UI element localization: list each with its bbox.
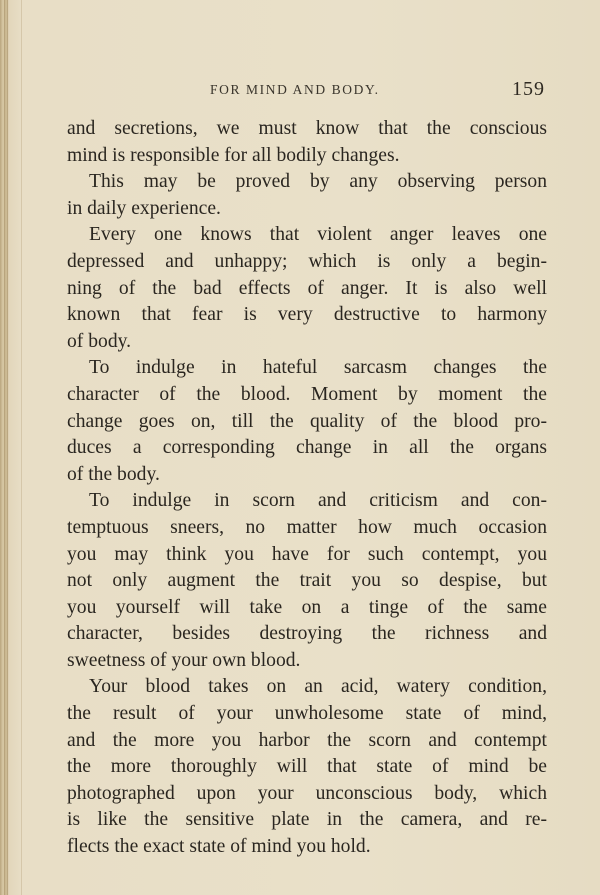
text-line: character, besides destroying the richness and [67, 623, 547, 645]
text-line: To indulge in hateful sarcasm changes the [89, 357, 547, 379]
page-header [0, 80, 600, 104]
spine-edge-line [7, 0, 8, 895]
spine-edge-line [4, 0, 5, 895]
text-line: To indulge in scorn and criticism and con- [89, 490, 547, 512]
text-line: you may think you have for such contempt, you [67, 543, 547, 565]
text-line: and secretions, we must know that the conscious [67, 118, 547, 139]
text-line: the result of your unwholesome state of mind, [67, 703, 547, 725]
text-line: sweetness of your own blood. [67, 649, 301, 671]
text-line: of the body. [67, 463, 160, 485]
paragraph [67, 116, 547, 169]
text-line: Every one knows that violent anger leaves one [89, 224, 547, 246]
running-head: FOR MIND AND BODY. [210, 82, 380, 97]
paragraph [67, 222, 547, 355]
page-number: 159 [512, 78, 545, 100]
text-line: temptuous sneers, no matter how much occasion [67, 516, 547, 538]
paragraph [67, 355, 547, 488]
text-line: not only augment the trait you so despise, but [67, 570, 547, 592]
text-line: flects the exact state of mind you hold. [67, 836, 371, 858]
spine-edge-line [21, 0, 22, 895]
body-text [67, 116, 547, 861]
text-line: change goes on, till the quality of the blood pro- [67, 410, 547, 432]
text-line: character of the blood. Moment by moment the [67, 383, 547, 405]
text-line: ning of the bad effects of anger. It is also well [67, 277, 547, 299]
paragraph [67, 674, 547, 860]
text-line: is like the sensitive plate in the camera, and re- [67, 809, 547, 831]
text-line: in daily experience. [67, 197, 221, 219]
text-line: photographed upon your unconscious body, which [67, 782, 547, 804]
text-line: duces a corresponding change in all the organs [67, 437, 547, 459]
text-line: the more thoroughly will that state of mind be [67, 756, 547, 778]
paragraph [67, 488, 547, 674]
text-line: and the more you harbor the scorn and contempt [67, 729, 547, 751]
text-line: Your blood takes on an acid, watery condition, [89, 676, 547, 698]
text-line: depressed and unhappy; which is only a begin- [67, 250, 547, 272]
text-line: of body. [67, 330, 132, 352]
text-line: you yourself will take on a tinge of the same [67, 596, 547, 618]
text-line: mind is responsible for all bodily changes. [67, 144, 400, 166]
paragraph [67, 169, 547, 222]
text-line: This may be proved by any observing person [89, 171, 547, 193]
text-line: known that fear is very destructive to harmony [67, 304, 547, 326]
